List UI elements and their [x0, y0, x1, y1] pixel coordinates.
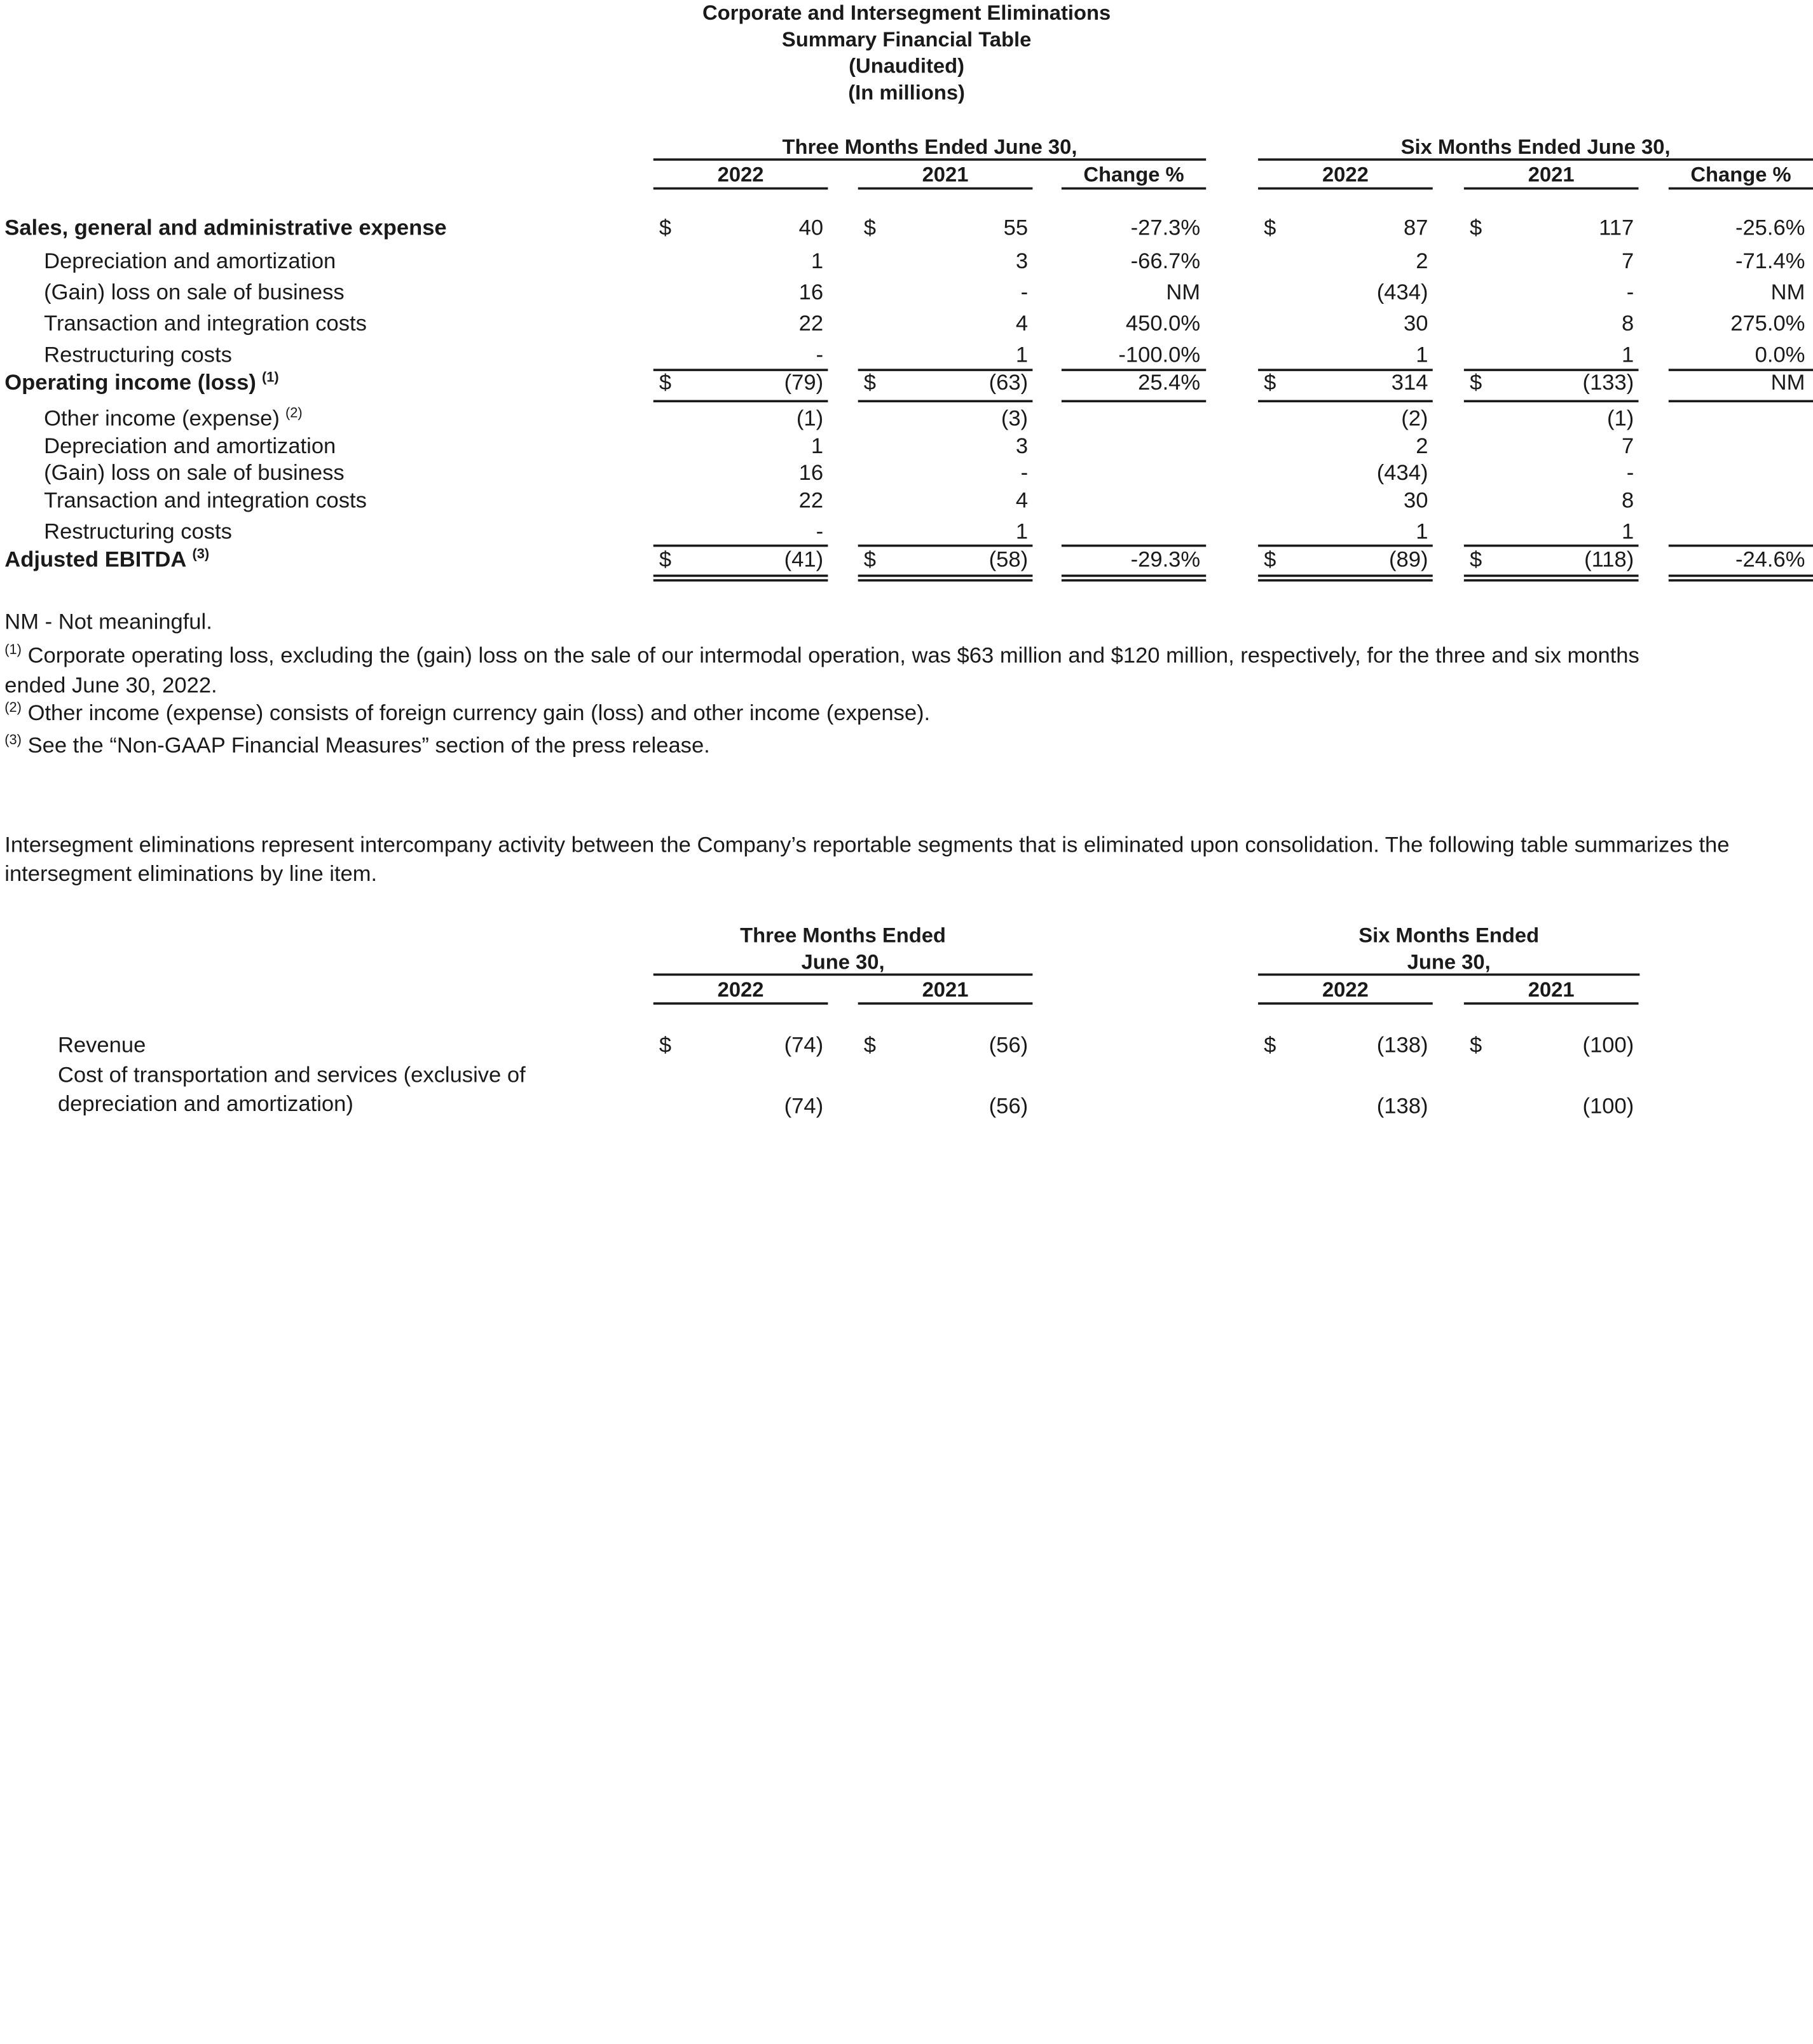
col-header: 2022 [1322, 978, 1369, 1002]
row-label: Restructuring costs [44, 343, 232, 368]
cell-value: 7 [1622, 249, 1634, 275]
cell-value: (133) [1582, 371, 1634, 396]
cell-value: (74) [784, 1094, 824, 1119]
six-months-header: Six Months Ended [1358, 923, 1540, 947]
cell-value: -25.6% [1735, 216, 1805, 241]
subtotal-rule [1464, 369, 1639, 371]
col-rule [1258, 1002, 1433, 1005]
cell-value: -100.0% [1118, 343, 1201, 368]
total-double-rule [1669, 575, 1813, 582]
subtotal-rule [653, 400, 828, 402]
row-label: (Gain) loss on sale of business [44, 461, 345, 486]
cell-value: 87 [1404, 216, 1428, 241]
subtotal-rule [653, 545, 828, 547]
currency-symbol: $ [863, 548, 877, 573]
cell-value: 16 [798, 281, 824, 306]
unaudited-note: (Unaudited) [849, 54, 965, 78]
row-label: Transaction and integration costs [44, 312, 367, 337]
cell-value: 55 [1003, 216, 1029, 241]
col-rule [1464, 1002, 1639, 1005]
cell-value: - [1626, 281, 1634, 306]
subtotal-rule [1669, 400, 1813, 402]
cell-value: 1 [1622, 343, 1634, 368]
row-label: Depreciation and amortization [44, 249, 336, 275]
three-months-header: Three Months Ended [740, 923, 946, 947]
cell-value: 117 [1599, 216, 1634, 241]
currency-symbol: $ [1264, 371, 1276, 396]
cell-value: 1 [1622, 520, 1634, 545]
col-header: Change % [1690, 163, 1791, 186]
col-header: 2022 [1322, 163, 1369, 186]
six-months-header: Six Months Ended June 30, [1400, 135, 1671, 159]
cell-value: - [1020, 461, 1029, 486]
subtotal-rule [653, 369, 828, 371]
col-header: Change % [1083, 163, 1184, 186]
cell-value: (74) [784, 1033, 824, 1058]
row-label: Operating income (loss) $^{(1)}$ [4, 368, 279, 396]
subtotal-rule [1464, 400, 1639, 402]
subtotal-rule [858, 369, 1033, 371]
total-double-rule [1258, 575, 1433, 582]
currency-symbol: $ [659, 371, 672, 396]
col-header: 2021 [1528, 163, 1575, 186]
cell-value: (100) [1582, 1033, 1634, 1058]
row-label-revenue: Revenue [57, 1033, 146, 1058]
col-rule [858, 1002, 1033, 1005]
cell-value: (434) [1376, 461, 1428, 486]
cell-value: 7 [1622, 434, 1634, 460]
cell-value: -27.3% [1130, 216, 1201, 241]
cell-value: 450.0% [1125, 312, 1201, 337]
row-label-cost-of-transportation: Cost of transportation and services (exclusive of [57, 1063, 526, 1088]
col-rule [653, 1002, 828, 1005]
col-rule [1464, 187, 1639, 190]
cell-value: (63) [989, 371, 1029, 396]
cell-value: 1 [811, 434, 824, 460]
cell-value: (56) [989, 1033, 1029, 1058]
cell-value: (118) [1584, 548, 1634, 573]
cell-value: 8 [1622, 312, 1634, 337]
cell-value: 314 [1391, 371, 1428, 396]
cell-value: 1 [1416, 343, 1428, 368]
footnote-1: $^{(1)}$ Corporate operating loss, excluding the (gain) loss on the sale of our intermodal operation, was $63 million and $120 million, respectively, for the three and six months [4, 641, 1639, 669]
subtotal-rule [1062, 369, 1206, 371]
header-rule [1258, 158, 1813, 161]
six-months-header-date: June 30, [1407, 950, 1491, 974]
cell-value: -29.3% [1130, 548, 1201, 573]
cell-value: NM [1770, 371, 1805, 396]
cell-value: 1 [1015, 520, 1029, 545]
header-rule [653, 158, 1206, 161]
col-header: 2021 [1528, 978, 1575, 1002]
col-rule [858, 187, 1033, 190]
cell-value: -24.6% [1735, 548, 1805, 573]
row-label-cost-of-transportation-cont: depreciation and amortization) [57, 1092, 353, 1117]
subtotal-rule [1464, 545, 1639, 547]
subtotal-rule [1062, 400, 1206, 402]
currency-symbol: $ [1264, 216, 1276, 241]
cell-value: (1) [796, 407, 824, 432]
cell-value: (56) [989, 1094, 1029, 1119]
cell-value: -71.4% [1735, 249, 1805, 275]
intersegment-paragraph: Intersegment eliminations represent intercompany activity between the Company’s reportable segments that is eliminated upon consolidation. The following table summarizes the intersegment eliminations by line item. [4, 833, 1730, 887]
cell-value: (79) [784, 371, 824, 396]
cell-value: 275.0% [1730, 312, 1805, 337]
currency-symbol: $ [1264, 548, 1276, 573]
currency-symbol: $ [659, 1033, 672, 1058]
subtotal-rule [1669, 545, 1813, 547]
col-header: 2022 [717, 163, 764, 186]
cell-value: 40 [798, 216, 824, 241]
col-header: 2021 [922, 978, 969, 1002]
cell-value: (41) [784, 548, 824, 573]
currency-symbol: $ [1469, 216, 1482, 241]
cell-value: - [816, 520, 824, 545]
cell-value: 4 [1015, 312, 1029, 337]
cell-value: 22 [798, 489, 824, 514]
currency-symbol: $ [863, 371, 877, 396]
col-header: 2022 [717, 978, 764, 1002]
cell-value: 4 [1015, 489, 1029, 514]
currency-symbol: $ [863, 216, 877, 241]
cell-value: - [1020, 281, 1029, 306]
cell-value: (89) [1388, 548, 1428, 573]
currency-symbol: $ [1264, 1033, 1276, 1058]
row-label: Other income (expense) $^{(2)}$ [44, 404, 303, 432]
row-label: Depreciation and amortization [44, 434, 336, 460]
cell-value: 22 [798, 312, 824, 337]
row-label: (Gain) loss on sale of business [44, 281, 345, 306]
subtotal-rule [858, 400, 1033, 402]
cell-value: (58) [989, 548, 1029, 573]
col-rule [1062, 187, 1206, 190]
document-title: Corporate and Intersegment Eliminations [702, 1, 1111, 25]
footnote-1-cont: ended June 30, 2022. [4, 674, 217, 698]
subtotal-rule [1062, 545, 1206, 547]
cell-value: (100) [1582, 1094, 1634, 1119]
currency-symbol: $ [1469, 371, 1482, 396]
header-rule [653, 974, 1033, 976]
three-months-header: Three Months Ended June 30, [782, 135, 1078, 159]
total-double-rule [1464, 575, 1639, 582]
cell-value: 25.4% [1138, 371, 1201, 396]
cell-value: 1 [1015, 343, 1029, 368]
cell-value: 30 [1404, 312, 1428, 337]
currency-symbol: $ [863, 1033, 877, 1058]
cell-value: (3) [1001, 407, 1029, 432]
cell-value: 30 [1404, 489, 1428, 514]
units-note: (In millions) [848, 81, 965, 104]
total-double-rule [653, 575, 828, 582]
currency-symbol: $ [659, 216, 672, 241]
row-label: Adjusted EBITDA $^{(3)}$ [4, 545, 210, 573]
three-months-header-date: June 30, [801, 950, 885, 974]
cell-value: 16 [798, 461, 824, 486]
col-rule [1258, 187, 1433, 190]
cell-value: 8 [1622, 489, 1634, 514]
cell-value: (1) [1606, 407, 1634, 432]
total-double-rule [858, 575, 1033, 582]
subtotal-rule [858, 545, 1033, 547]
cell-value: -66.7% [1130, 249, 1201, 275]
subtotal-rule [1258, 369, 1433, 371]
cell-value: (2) [1401, 407, 1428, 432]
cell-value: - [816, 343, 824, 368]
cell-value: 3 [1015, 249, 1029, 275]
col-header: 2021 [922, 163, 969, 186]
row-label: Transaction and integration costs [44, 489, 367, 514]
cell-value: - [1626, 461, 1634, 486]
currency-symbol: $ [659, 548, 672, 573]
cell-value: 2 [1416, 434, 1428, 460]
subtotal-rule [1669, 369, 1813, 371]
subtotal-rule [1258, 400, 1433, 402]
document-subtitle: Summary Financial Table [781, 27, 1032, 51]
currency-symbol: $ [1469, 548, 1482, 573]
col-rule [653, 187, 828, 190]
cell-value: 1 [811, 249, 824, 275]
header-rule [1258, 974, 1639, 976]
cell-value: 3 [1015, 434, 1029, 460]
cell-value: 2 [1416, 249, 1428, 275]
subtotal-rule [1258, 545, 1433, 547]
total-double-rule [1062, 575, 1206, 582]
cell-value: (434) [1376, 281, 1428, 306]
currency-symbol: $ [1469, 1033, 1482, 1058]
footnote-3: $^{(3)}$ See the “Non-GAAP Financial Measures” section of the press release. [4, 731, 710, 759]
cell-value: NM [1166, 281, 1201, 306]
cell-value: NM [1770, 281, 1805, 306]
cell-value: (138) [1376, 1094, 1428, 1119]
cell-value: (138) [1376, 1033, 1428, 1058]
footnote-2: $^{(2)}$ Other income (expense) consists of foreign currency gain (loss) and other income (expense). [4, 698, 931, 726]
cell-value: 1 [1416, 520, 1428, 545]
row-label: Restructuring costs [44, 520, 232, 545]
footnote-nm: NM - Not meaningful. [4, 610, 212, 635]
row-label: Sales, general and administrative expense [4, 216, 447, 241]
cell-value: 0.0% [1755, 343, 1805, 368]
col-rule [1669, 187, 1813, 190]
